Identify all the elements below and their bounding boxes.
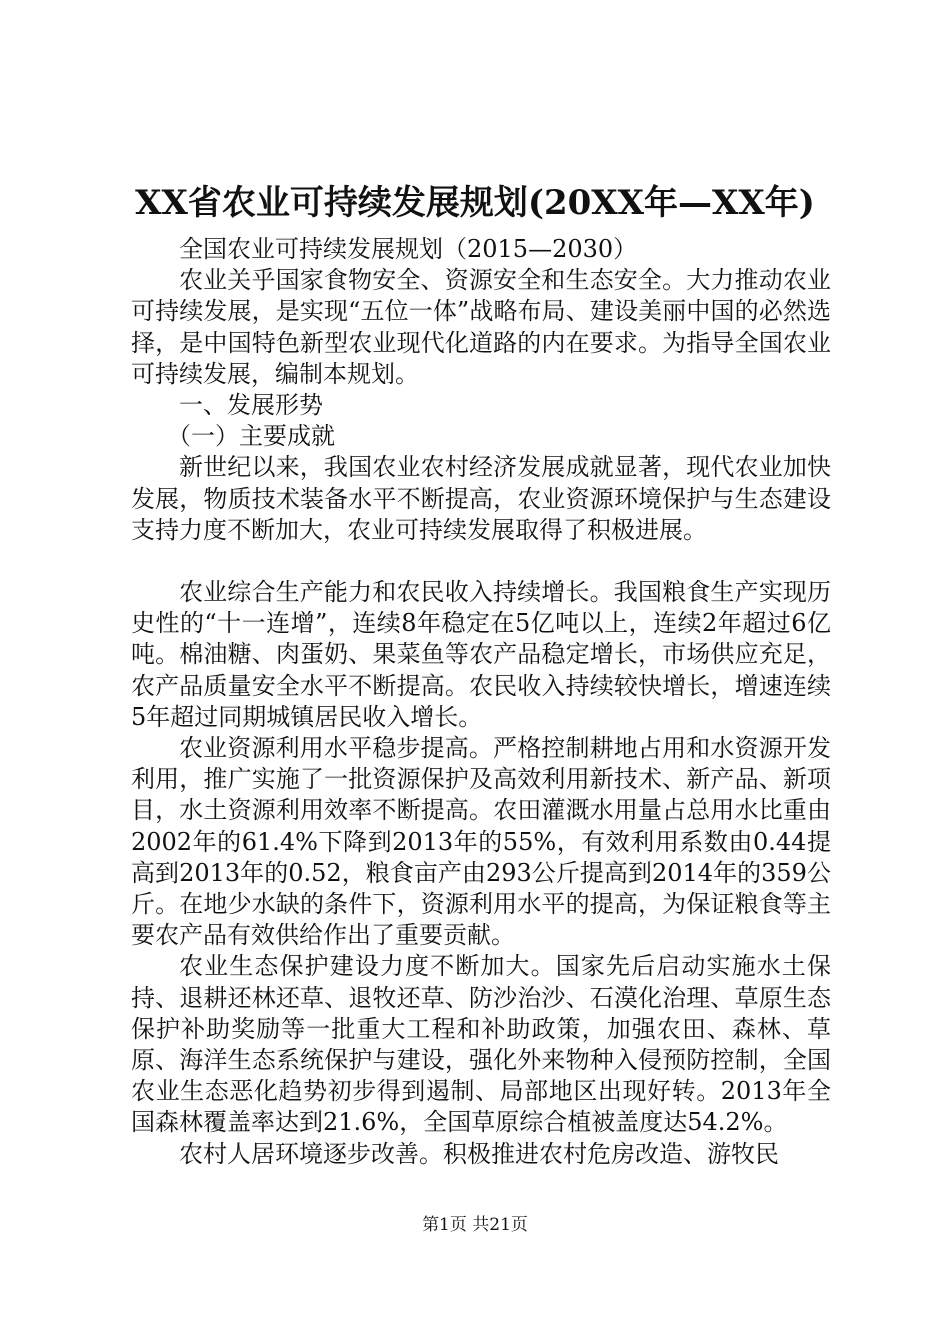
section-heading: 一、发展形势: [179, 391, 323, 420]
body-paragraph: 新世纪以来，我国农业农村经济发展成就显著，现代农业加快发展，物质技术装备水平不断提高，农业资源环境保护与生态建设支持力度不断加大，农业可持续发展取得了积极进展。: [131, 453, 831, 544]
subsection-heading: （一）主要成就: [167, 422, 335, 451]
subtitle-paragraph: 全国农业可持续发展规划（2015—2030）: [179, 235, 638, 263]
body-paragraph: 农业资源利用水平稳步提高。严格控制耕地占用和水资源开发利用，推广实施了一批资源保护及高效利用新技术、新产品、新项目，水土资源利用效率不断提高。农田灌溉水用量占总用水比重由2002年的61.4%下降到2013年的55%，有效利用系数由0.44提高到2013年的0.52，粮食亩产由293公斤提高到2014年的359公斤。在地少水缺的条件下，资源利用水平的提高，为保证粮食等主要农产品有效供给作出了重要贡献。: [131, 734, 831, 950]
body-paragraph: 农村人居环境逐步改善。积极推进农村危房改造、游牧民: [179, 1139, 779, 1168]
intro-paragraph: 农业关乎国家食物安全、资源安全和生态安全。大力推动农业可持续发展，是实现“五位一体”战略布局、建设美丽中国的必然选择，是中国特色新型农业现代化道路的内在要求。为指导全国农业可持续发展，编制本规划。: [131, 266, 831, 388]
body-paragraph: 农业生态保护建设力度不断加大。国家先后启动实施水土保持、退耕还林还草、退牧还草、防沙治沙、石漠化治理、草原生态保护补助奖励等一批重大工程和补助政策，加强农田、森林、草原、海洋生态系统保护与建设，强化外来物种入侵预防控制，全国农业生态恶化趋势初步得到遏制、局部地区出现好转。2013年全国森林覆盖率达到21.6%，全国草原综合植被盖度达54.2%。: [131, 952, 831, 1137]
paragraph-spacer: [131, 546, 831, 577]
document-title: XX省农业可持续发展规划(20XX年—XX年): [135, 183, 815, 223]
document-body: [131, 234, 831, 1170]
page-footer: 第1页 共21页: [422, 1215, 528, 1235]
body-paragraph: 农业综合生产能力和农民收入持续增长。我国粮食生产实现历史性的“十一连增”，连续8年稳定在5亿吨以上，连续2年超过6亿吨。棉油糖、肉蛋奶、果菜鱼等农产品稳定增长，市场供应充足，农产品质量安全水平不断提高。农民收入持续较快增长，增速连续5年超过同期城镇居民收入增长。: [131, 578, 831, 731]
